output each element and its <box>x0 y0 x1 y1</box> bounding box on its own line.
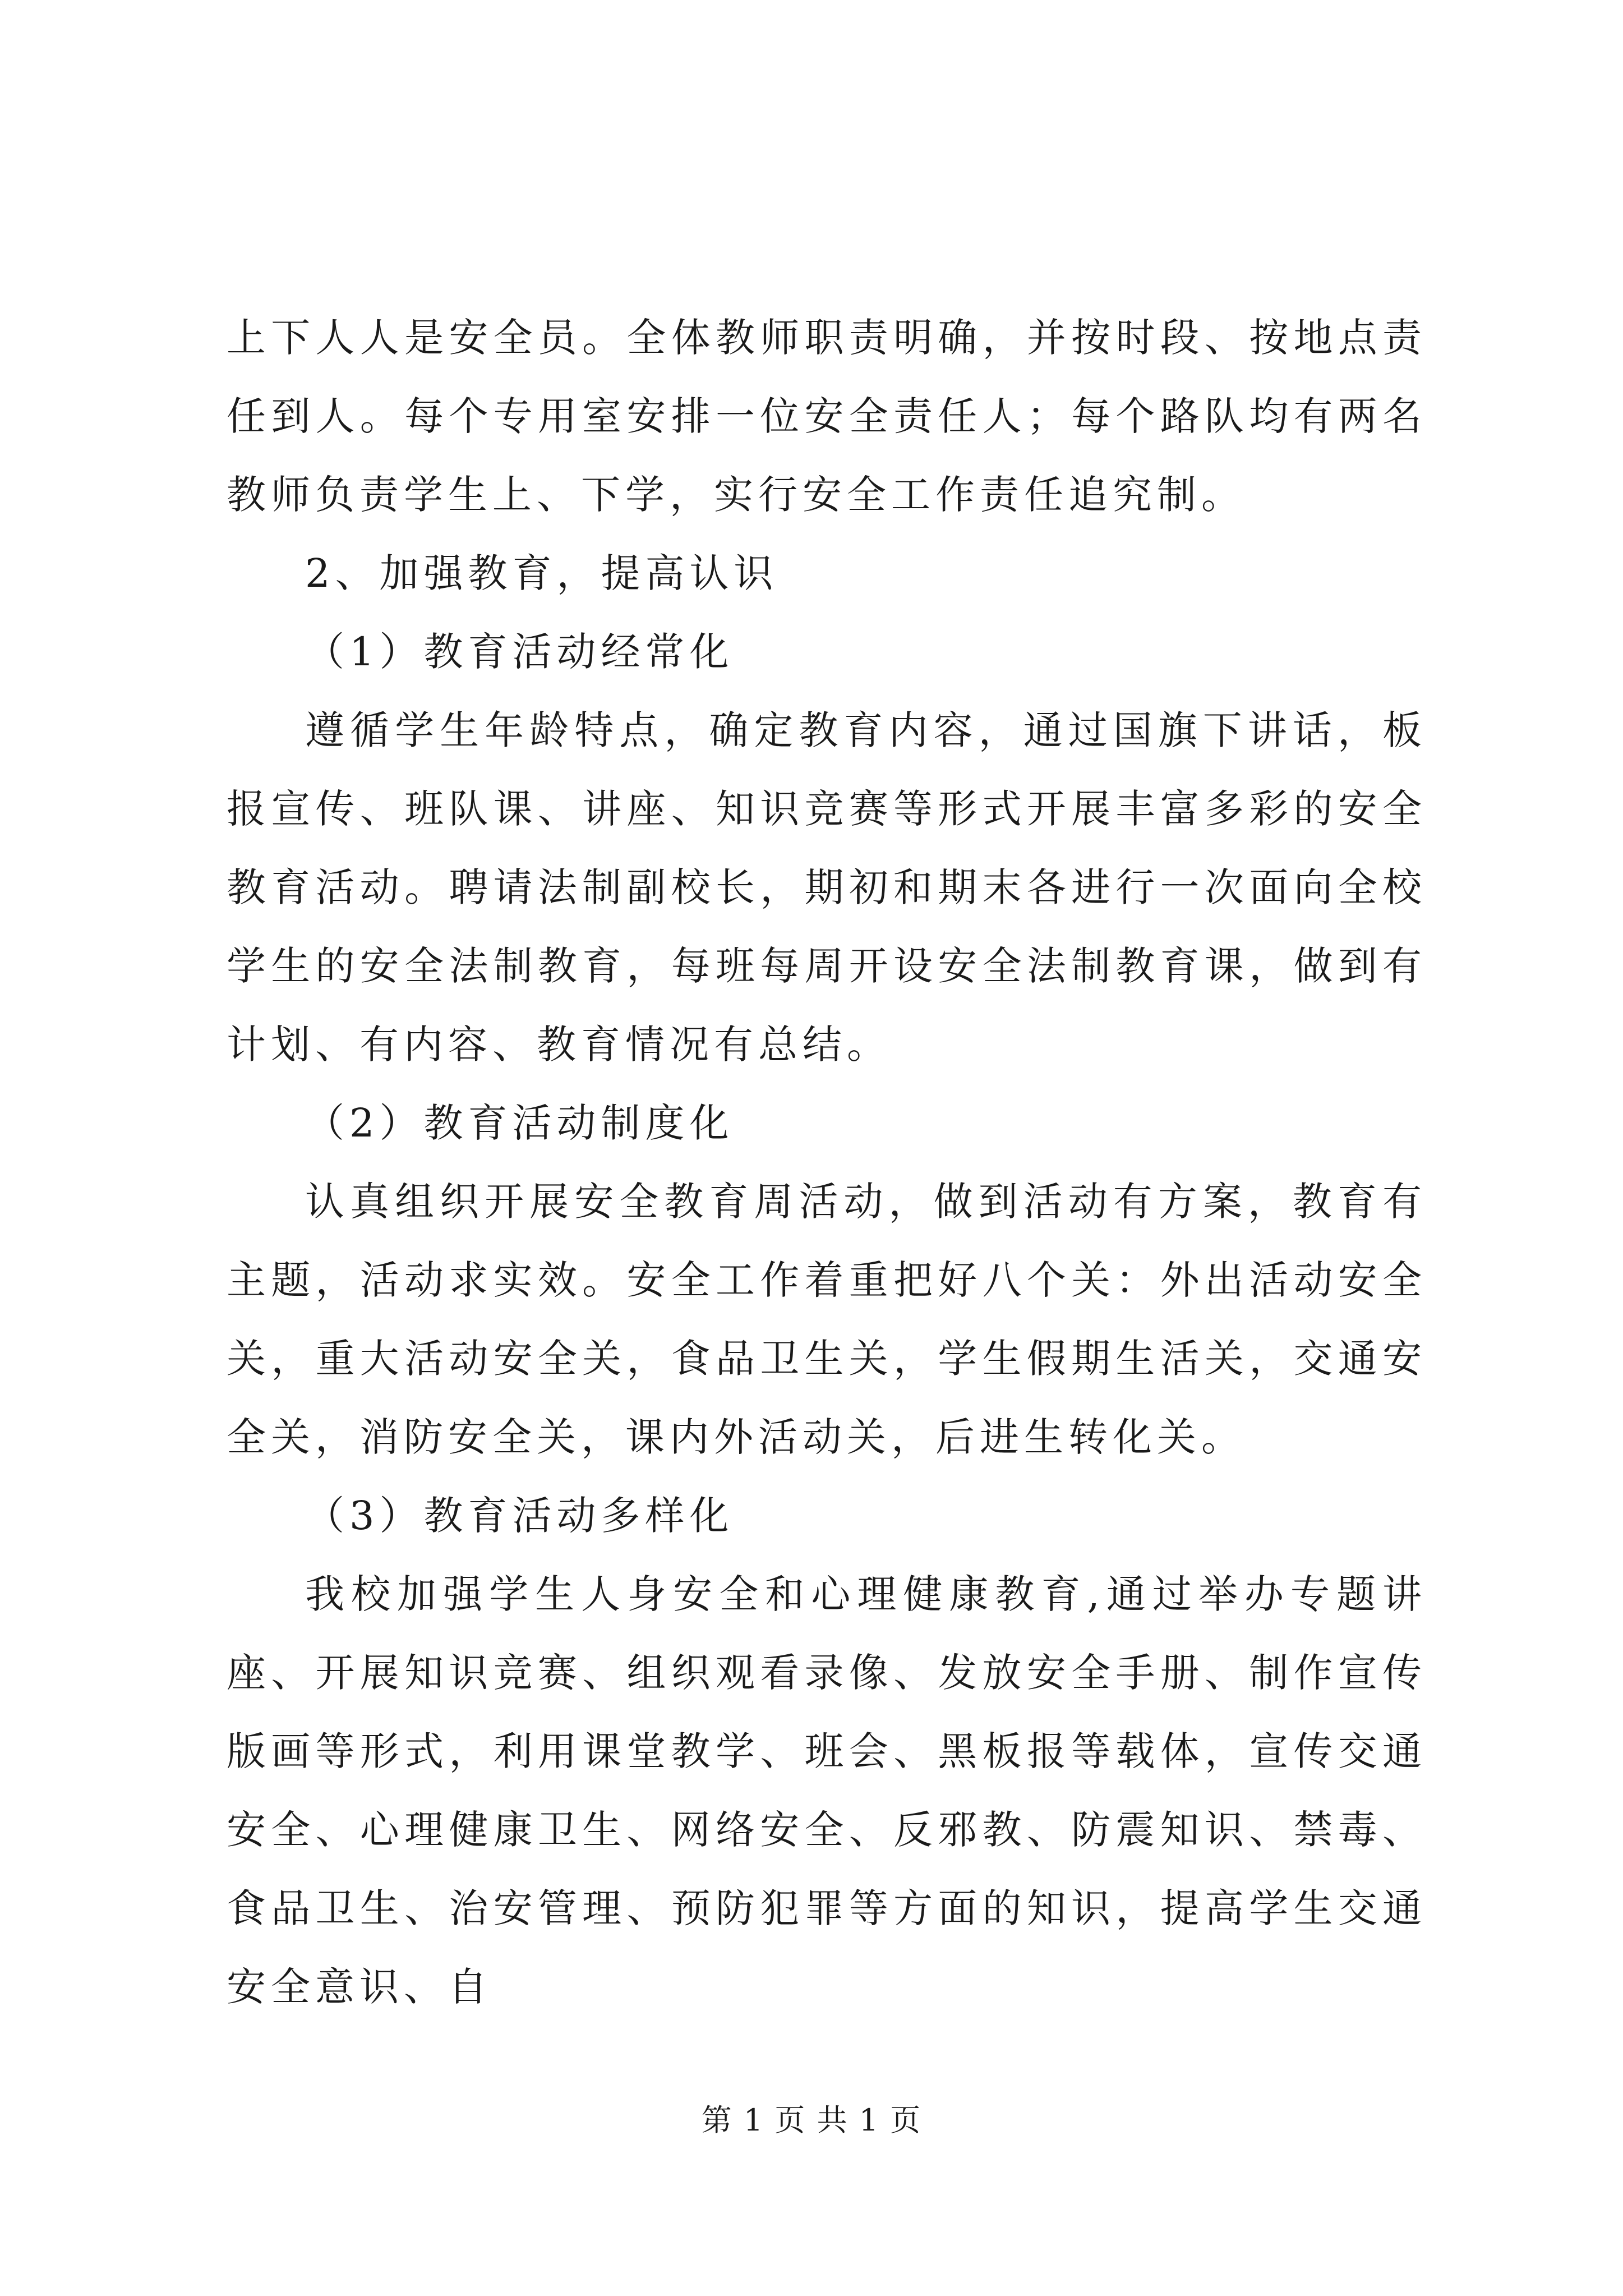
paragraph-continuation: 上下人人是安全员。全体教师职责明确，并按时段、按地点责任到人。每个专用室安排一位安全责任人；每个路队均有两名教师负责学生上、下学，实行安全工作责任追究制。 <box>227 315 1427 518</box>
section-heading: 2、加强教育，提高认识 <box>305 550 778 596</box>
paragraph: 遵循学生年龄特点，确定教育内容，通过国旗下讲话，板报宣传、班队课、讲座、知识竞赛等形式开展丰富多彩的安全教育活动。聘请法制副校长，期初和期末各进行一次面向全校学生的安全法制教育，每班每周开设安全法制教育课，做到有计划、有内容、教育情况有总结。 <box>227 707 1427 1068</box>
paragraph: 认真组织开展安全教育周活动，做到活动有方案，教育有主题，活动求实效。安全工作着重把好八个关：外出活动安全关，重大活动安全关，食品卫生关，学生假期生活关，交通安全关，消防安全关，课内外活动关，后进生转化关。 <box>227 1179 1427 1460</box>
document-body <box>227 298 1427 2026</box>
subsection-heading: （3）教育活动多样化 <box>305 1493 734 1539</box>
subsection-heading: （2）教育活动制度化 <box>305 1100 734 1146</box>
page-footer: 第 1 页 共 1 页 <box>701 2102 922 2138</box>
paragraph: 我校加强学生人身安全和心理健康教育,通过举办专题讲座、开展知识竞赛、组织观看录像、发放安全手册、制作宣传版画等形式，利用课堂教学、班会、黑板报等载体，宣传交通安全、心理健康卫生、网络安全、反邪教、防震知识、禁毒、食品卫生、治安管理、预防犯罪等方面的知识，提高学生交通安全意识、自 <box>227 1571 1427 2010</box>
subsection-heading: （1）教育活动经常化 <box>305 629 734 675</box>
